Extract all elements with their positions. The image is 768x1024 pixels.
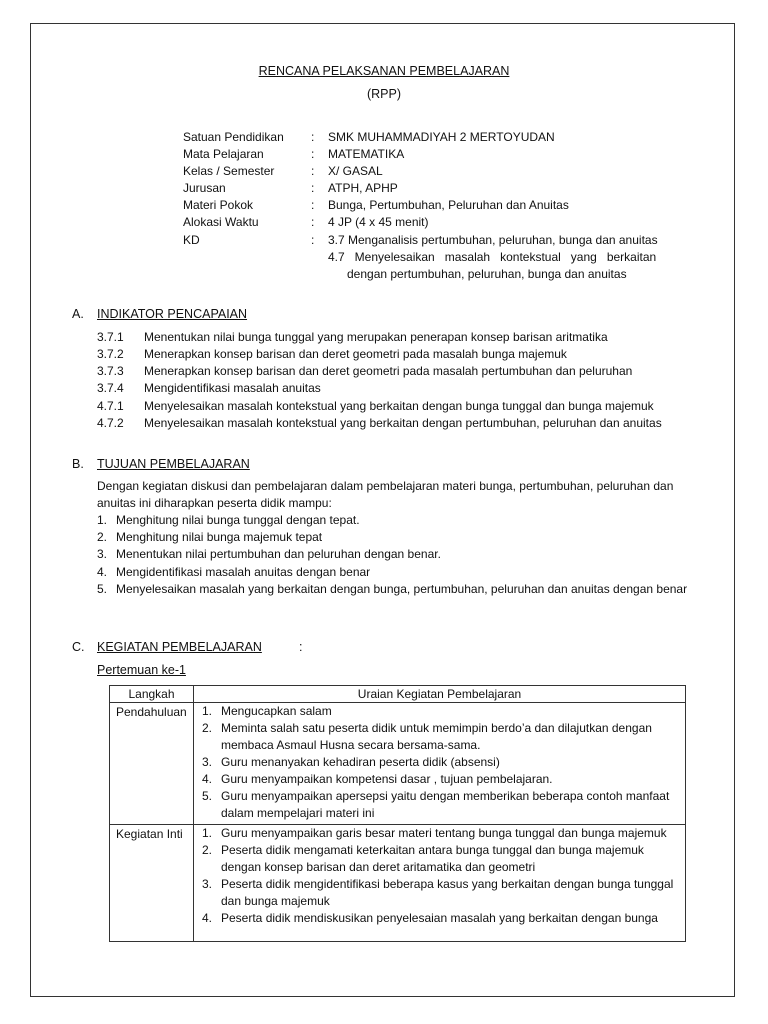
identity-separator: : [311,215,315,229]
section-colon: : [299,640,303,654]
list-text: Menentukan nilai pertumbuhan dan peluruhan dengan benar. [116,547,441,561]
identity-separator: : [311,181,315,195]
list-text: Menghitung nilai bunga majemuk tepat [116,530,323,544]
identity-separator: : [311,147,315,161]
list-item [194,703,681,720]
activity-list [194,825,685,929]
list-text: Menyelesaikan masalah yang berkaitan dengan bunga, pertumbuhan, peluruhan dan anuitas dengan benar [116,582,688,596]
activity-table [109,685,686,942]
table-header [110,686,686,703]
column-header-step: Langkah [110,686,194,703]
identity-label: KD [183,233,200,247]
identity-label: Satuan Pendidikan [183,130,284,144]
identity-value: SMK MUHAMMADIYAH 2 MERTOYUDAN [328,130,555,144]
indicator-text: Menerapkan konsep barisan dan deret geometri pada masalah bunga majemuk [144,347,567,361]
step-cell: Kegiatan Inti [110,825,194,942]
identity-value: 3.7 Menganalisis pertumbuhan, peluruhan, bunga dan anuitas [328,233,658,247]
meeting-label: Pertemuan ke-1 [97,663,186,677]
indicator-code: 3.7.1 [97,330,124,344]
list-number: 4. [202,772,213,786]
list-number: 1. [97,513,108,527]
identity-value: MATEMATIKA [328,147,405,161]
identity-value: Bunga, Pertumbuhan, Peluruhan dan Anuitas [328,198,569,212]
table-row [110,703,686,825]
identity-label: Kelas / Semester [183,164,275,178]
list-item [194,910,681,927]
indicator-code: 3.7.4 [97,381,124,395]
identity-label: Jurusan [183,181,226,195]
list-number: 1. [202,704,213,718]
kd-line: dengan pertumbuhan, peluruhan, bunga dan anuitas [347,267,627,281]
identity-label: Alokasi Waktu [183,215,259,229]
list-item [194,754,681,771]
column-header-description: Uraian Kegiatan Pembelajaran [194,686,686,703]
list-text: Guru menyampaikan garis besar materi tentang bunga tunggal dan bunga majemuk [221,826,667,840]
indicator-code: 4.7.1 [97,399,124,413]
indicator-text: Menyelesaikan masalah kontekstual yang berkaitan dengan pertumbuhan, peluruhan dan anuitas [144,416,662,430]
list-text: Guru menyampaikan kompetensi dasar , tujuan pembelajaran. [221,772,553,786]
identity-separator: : [311,198,315,212]
identity-label: Materi Pokok [183,198,254,212]
activity-list [194,703,685,824]
identity-value: ATPH, APHP [328,181,398,195]
list-text: Peserta didik mendiskusikan penyelesaian masalah yang berkaitan dengan bunga [221,911,658,925]
list-item [194,720,681,754]
list-text: Guru menyampaikan apersepsi yaitu dengan memberikan beberapa contoh manfaat dalam mempelajari materi ini [221,789,670,820]
list-number: 4. [97,565,108,579]
list-text: Peserta didik mengidentifikasi beberapa kasus yang berkaitan dengan bunga tunggal dan bunga majemuk [221,877,674,908]
section-title: INDIKATOR PENCAPAIAN [97,307,248,321]
list-item [194,788,681,822]
list-number: 3. [97,547,108,561]
list-item [194,771,681,788]
section-letter: B. [72,457,84,471]
document-title: RENCANA PELAKSANAN PEMBELAJARAN [258,64,510,78]
list-text: Mengucapkan salam [221,704,332,718]
list-number: 5. [202,789,213,803]
list-item [194,825,681,842]
list-number: 2. [202,843,213,857]
section-title: KEGIATAN PEMBELAJARAN [97,640,262,654]
indicator-text: Menyelesaikan masalah kontekstual yang berkaitan dengan bunga tunggal dan bunga majemuk [144,399,654,413]
identity-separator: : [311,164,315,178]
indicator-code: 3.7.2 [97,347,124,361]
section-letter: C. [72,640,85,654]
identity-value: X/ GASAL [328,164,383,178]
indicator-code: 4.7.2 [97,416,124,430]
document-subtitle: (RPP) [366,87,402,101]
section-letter: A. [72,307,84,321]
identity-separator: : [311,233,315,247]
list-number: 2. [202,721,213,735]
identity-separator: : [311,130,315,144]
kd-line: 4.7 Menyelesaikan masalah kontekstual yang berkaitan [328,250,657,264]
indicator-text: Menerapkan konsep barisan dan deret geometri pada masalah pertumbuhan dan peluruhan [144,364,633,378]
list-text: Mengidentifikasi masalah anuitas dengan benar [116,565,371,579]
indicator-text: Menentukan nilai bunga tunggal yang merupakan penerapan konsep barisan aritmatika [144,330,608,344]
indicator-text: Mengidentifikasi masalah anuitas [144,381,321,395]
list-text: Peserta didik mengamati keterkaitan antara bunga tunggal dan bunga majemuk dengan konsep barisan dan deret aritamatika dan geometri [221,843,644,874]
step-cell: Pendahuluan [110,703,194,825]
description-cell [194,825,686,942]
objective-intro: Dengan kegiatan diskusi dan pembelajaran dalam pembelajaran materi bunga, pertumbuhan, peluruhan dan anuitas ini diharapkan peserta didik mampu: [97,479,674,510]
list-number: 3. [202,877,213,891]
list-item [194,842,681,876]
list-number: 1. [202,826,213,840]
list-number: 5. [97,582,108,596]
list-text: Menghitung nilai bunga tunggal dengan tepat. [116,513,360,527]
list-text: Guru menanyakan kehadiran peserta didik (absensi) [221,755,500,769]
description-cell [194,703,686,825]
list-number: 4. [202,911,213,925]
description-cell-content [194,825,685,941]
list-number: 2. [97,530,108,544]
list-number: 3. [202,755,213,769]
identity-value: 4 JP (4 x 45 menit) [328,215,429,229]
identity-label: Mata Pelajaran [183,147,264,161]
section-title: TUJUAN PEMBELAJARAN [97,457,250,471]
list-text: Meminta salah satu peserta didik untuk memimpin berdo’a dan dilajutkan dengan membaca Asmaul Husna secara bersama-sama. [221,721,652,752]
indicator-code: 3.7.3 [97,364,124,378]
list-item [194,876,681,910]
table-row [110,825,686,942]
